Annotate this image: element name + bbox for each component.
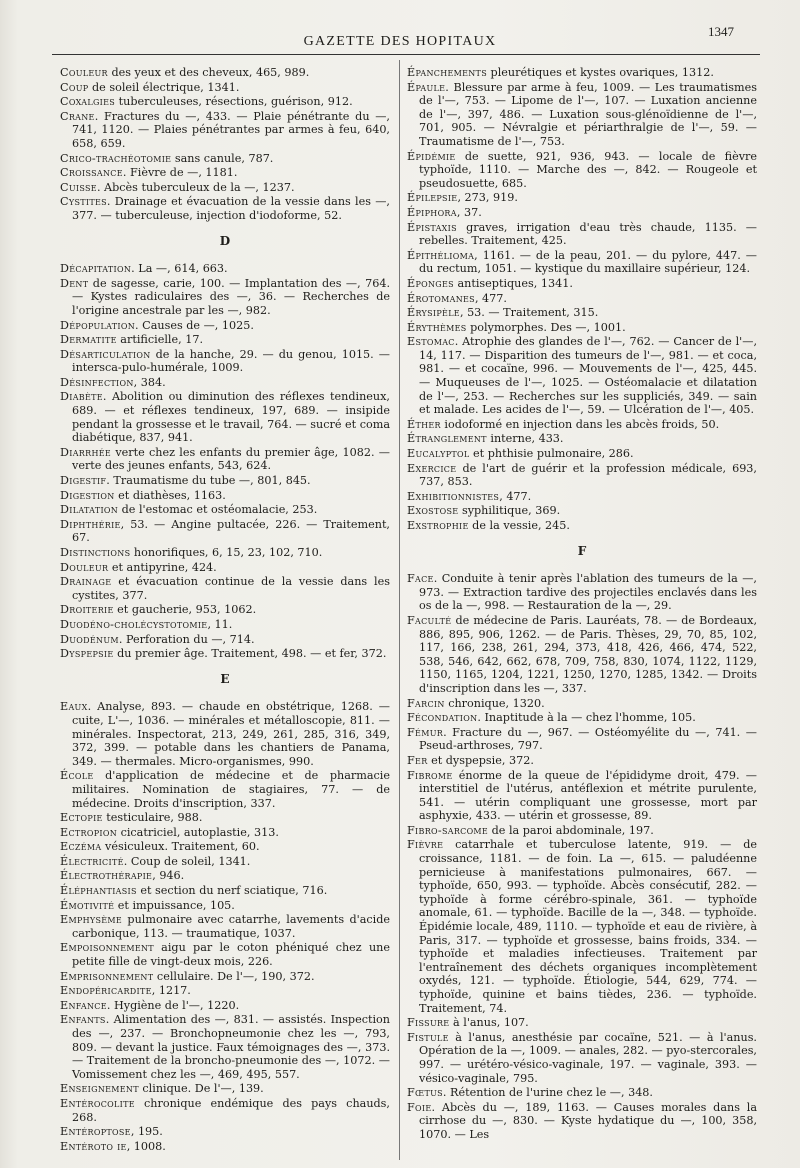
entry-heading: Drainage: [60, 575, 112, 589]
entry-text: , 1008.: [126, 1139, 166, 1153]
entry-heading: Éléphantiasis: [60, 884, 137, 898]
index-entry: [407, 418, 757, 432]
index-entry: [60, 899, 390, 913]
right-column: [407, 66, 757, 1143]
entry-heading: Crico-trachéotomie: [60, 151, 172, 165]
entry-text: de la hanche, 29. — du genou, 1015. — intersca-pulo-humérale, 1009.: [72, 347, 390, 375]
entry-heading: Digestion: [60, 488, 115, 502]
entry-text: , 53. — Angine pultacée, 226. — Traitement, 67.: [72, 517, 390, 545]
entry-heading: Épilepsie: [407, 191, 458, 205]
index-entry: [60, 518, 390, 545]
entry-heading: Distinctions: [60, 546, 131, 559]
entry-text: . Alimentation des —, 831. — assistés. Inspection des —, 237. — Bronchopneumonie chez les —, 793, 809. — devant la justice. Faux témoignages des —, 373. — Traitement de la broncho-pneumonie des —, 1072. — Vomissement chez les —, 469, 495, 557.: [72, 1013, 390, 1081]
index-entry: [60, 941, 390, 968]
entry-heading: Foie: [407, 1100, 432, 1114]
entry-heading: Désinfection: [60, 375, 134, 389]
index-entry: [407, 490, 757, 504]
entry-text: . Inaptitude à la — chez l'homme, 105.: [477, 711, 696, 725]
index-entry: [407, 572, 757, 613]
entry-text: cicatriciel, autoplastie, 313.: [117, 825, 279, 839]
entry-text: de soleil électrique, 1341.: [88, 80, 240, 94]
entry-text: et gaucherie, 953, 1062.: [113, 603, 257, 617]
entry-heading: Emprisonnement: [60, 969, 154, 983]
index-entry: [60, 575, 390, 602]
entry-heading: Dermatite: [60, 333, 117, 347]
entry-text: aigu par le coton phéniqué chez une petite fille de vingt-deux mois, 226.: [72, 941, 390, 969]
entry-text: , 384.: [133, 375, 166, 389]
entry-text: d'application de médecine et de pharmacie militaires. Nomination de stagiaires, 77. — de médecine. Droits d'inscription, 337.: [72, 769, 390, 810]
entry-text: . Drainage et évacuation de la vessie dans les —, 377. — tuberculeuse, injection d'iodoforme, 52.: [72, 195, 390, 222]
entry-heading: Épidémie: [407, 149, 456, 163]
index-entry: [60, 333, 390, 347]
entry-heading: Duodénum: [60, 632, 119, 646]
index-entry: [407, 306, 757, 320]
index-entry: [60, 913, 390, 940]
entry-heading: Diarrhée: [60, 445, 112, 459]
entry-heading: Épiphora: [407, 205, 457, 219]
entry-text: du premier âge. Traitement, 498. — et fer, 372.: [113, 647, 387, 661]
entry-text: sans canule, 787.: [171, 151, 274, 165]
entry-text: . Fièvre de —, 1181.: [122, 166, 238, 180]
entry-text: . Traumatisme du tube —, 801, 845.: [106, 474, 311, 488]
entry-text: polymorphes. Des —, 1001.: [466, 320, 626, 334]
index-entry: [407, 1016, 757, 1030]
index-entry: [60, 1140, 390, 1154]
entry-heading: Dent: [60, 276, 89, 290]
entry-heading: Épanchements: [407, 66, 487, 79]
entry-heading: Exercice: [407, 461, 457, 475]
entry-text: . La —, 614, 663.: [131, 262, 228, 276]
entry-heading: Entéroto ie: [60, 1139, 127, 1153]
entry-text: et impuissance, 105.: [114, 898, 235, 912]
entry-heading: Digestif: [60, 474, 107, 488]
entry-text: verte chez les enfants du premier âge, 1082. — verte des jeunes enfants, 543, 624.: [72, 445, 390, 473]
entry-text: , 1161. — de la peau, 201. — du pylore, 447. — du rectum, 1051. — kystique du maxillaire supérieur, 124.: [419, 248, 757, 276]
index-entry: [60, 647, 390, 661]
entry-heading: Coup: [60, 80, 89, 94]
entry-heading: Endopéricardite: [60, 984, 152, 998]
entry-text: et phthisie pulmonaire, 286.: [469, 447, 634, 461]
entry-text: testiculaire, 988.: [102, 811, 203, 825]
entry-text: de suette, 921, 936, 943. — locale de fièvre typhoïde, 1110. — Marche des —, 842. — Rougeole et pseudosuette, 685.: [419, 149, 757, 190]
entry-text: et antipyrine, 424.: [108, 560, 217, 574]
index-entry: [60, 390, 390, 444]
entry-heading: Exostose: [407, 504, 459, 518]
entry-heading: Éponges: [407, 276, 454, 290]
section-letter: F: [577, 543, 587, 558]
entry-text: . Atrophie des glandes de l'—, 762. — Cancer de l'—, 14, 117. — Disparition des tumeurs de l'—, 981. — et coca, 981. — et cocaïne, 996. — Mouvements de l'—, 425, 445. — Muqueuses de l'—, 1025. — Ostéomalacie et dilatation de l'—, 253. — Recherches sur les suppliciés, 349. — sain et malade. Les acides de l'—, 59. — Ulcération de l'—, 405.: [419, 335, 757, 417]
entry-text: pulmonaire avec catarrhe, lavements d'acide carbonique, 113. — traumatique, 1037.: [72, 913, 390, 940]
left-column: [60, 66, 390, 1154]
entry-text: à l'anus, 107.: [449, 1016, 529, 1030]
entry-heading: Fièvre: [407, 838, 444, 852]
entry-text: . Fracture du —, 967. — Ostéomyélite du —, 741. — Pseud-arthroses, 797.: [419, 725, 757, 753]
section-letter: D: [219, 233, 231, 248]
index-entry: [407, 432, 757, 446]
entry-text: artificielle, 17.: [116, 333, 204, 347]
entry-heading: Décapitation: [60, 262, 132, 276]
index-entry: [60, 376, 390, 390]
entry-text: interne, 433.: [486, 432, 564, 446]
entry-heading: Érythèmes: [407, 320, 467, 334]
index-entry: [60, 1013, 390, 1081]
entry-text: , 195.: [130, 1125, 163, 1139]
entry-text: et section du nerf sciatique, 716.: [136, 884, 328, 898]
entry-text: , 37.: [456, 205, 482, 219]
entry-text: . Hygiène de l'—, 1220.: [106, 998, 240, 1012]
index-entry: [407, 335, 757, 417]
entry-text: . Conduite à tenir après l'ablation des tumeurs de la —, 973. — Extraction tardive des projectiles enclavés dans les os de la —, 998. — Restauration de la —, 29.: [419, 572, 757, 613]
index-entry: [60, 884, 390, 898]
entry-heading: Cuisse: [60, 180, 97, 194]
index-entry: [407, 1086, 757, 1100]
entry-text: , 946.: [152, 869, 185, 883]
entry-heading: Eucalyptol: [407, 447, 470, 461]
entry-heading: Diphthérie: [60, 517, 121, 531]
index-entry: [407, 754, 757, 768]
index-entry: [407, 824, 757, 838]
entry-text: . Fractures du —, 433. — Plaie pénétrante du —, 741, 1120. — Plaies pénétrantes par armes à feu, 640, 658, 659.: [72, 109, 390, 150]
entry-heading: Épithélioma: [407, 248, 475, 262]
entry-heading: Éther: [407, 417, 441, 431]
index-entry: [60, 840, 390, 854]
index-entry: [407, 838, 757, 1015]
index-entry: [60, 348, 390, 375]
entry-heading: Ectopie: [60, 811, 103, 825]
entry-text: antiseptiques, 1341.: [453, 276, 573, 290]
entry-heading: Fistule: [407, 1030, 449, 1044]
index-entry: [407, 277, 757, 291]
index-entry: [407, 769, 757, 823]
index-entry: [407, 81, 757, 149]
column-divider: [399, 60, 400, 1160]
entry-text: tuberculeuses, résections, guérison, 912.: [115, 95, 353, 109]
index-entry: [407, 447, 757, 461]
entry-text: chronique, 1320.: [444, 696, 545, 710]
entry-heading: Érysipèle: [407, 306, 460, 320]
entry-text: , 273, 919.: [457, 191, 518, 205]
entry-heading: Épistaxis: [407, 220, 457, 234]
index-entry: [60, 561, 390, 575]
entry-text: de médecine de Paris. Lauréats, 78. — de Bordeaux, 886, 895, 906, 1262. — de Paris. Thèses, 29, 70, 85, 102, 117, 166, 238, 261, 294, 373, 418, 426, 466, 474, 522, 538, 546, 642, 662, 678, 709, 758, 830, 1074, 1122, 1129, 1150, 1165, 1204, 1221, 1250, 1270, 1285, 1342. — Droits d'inscription dans les —, 337.: [419, 613, 757, 695]
index-entry: [60, 446, 390, 473]
index-entry: [60, 66, 390, 80]
entry-heading: Empoisonnement: [60, 941, 154, 955]
entry-heading: Enfance: [60, 998, 107, 1012]
entry-heading: Fer: [407, 753, 428, 767]
index-entry: [407, 519, 757, 533]
entry-text: et évacuation continue de la vessie dans les cystites, 377.: [72, 575, 390, 602]
entry-heading: Coxalgies: [60, 95, 116, 109]
entry-text: syphilitique, 369.: [458, 504, 561, 518]
entry-heading: Duodéno-cholécystotomie: [60, 617, 208, 631]
entry-heading: Douleur: [60, 560, 109, 574]
entry-heading: Diabète: [60, 390, 103, 404]
index-entry: [60, 603, 390, 617]
index-entry: [60, 1097, 390, 1124]
journal-title: GAZETTE DES HOPITAUX: [303, 34, 497, 49]
entry-text: , 11.: [207, 617, 233, 631]
entry-text: de la vessie, 245.: [468, 519, 570, 532]
index-entry: [407, 321, 757, 335]
index-entry: [60, 855, 390, 869]
entry-text: et diathèses, 1163.: [114, 488, 226, 502]
entry-text: . Perforation du —, 714.: [118, 632, 255, 646]
entry-text: des yeux et des cheveux, 465, 989.: [107, 66, 310, 79]
entry-text: , 477.: [474, 291, 507, 305]
entry-text: clinique. De l'—, 139.: [138, 1082, 264, 1096]
index-entry: [60, 811, 390, 825]
entry-text: , 477.: [499, 489, 532, 503]
entry-heading: Entérocolite: [60, 1096, 135, 1110]
entry-heading: Droiterie: [60, 603, 114, 617]
index-entry: [60, 277, 390, 318]
entry-heading: Eczéma: [60, 840, 102, 854]
index-entry: [60, 503, 390, 517]
index-entry: [407, 462, 757, 489]
section-letter: E: [220, 671, 230, 686]
entry-heading: Entéroptose: [60, 1125, 131, 1139]
entry-text: honorifiques, 6, 15, 23, 102, 710.: [130, 546, 323, 559]
index-entry: [407, 150, 757, 191]
entry-text: énorme de la queue de l'épididyme droit, 479. — interstitiel de l'utérus, antéflexion et métrite purulente, 541. — utérin compliquant une grossesse, mort par asphyxie, 433. — utérin et grossesse, 89.: [419, 768, 757, 823]
entry-text: . Abolition ou diminution des réflexes tendineux, 689. — et réflexes tendineux, 197, 689. — insipide pendant la grossesse et le travail, 764. — sucré et coma diabétique, 837, 941.: [72, 390, 390, 445]
index-entry: [60, 81, 390, 95]
index-entry: [60, 769, 390, 810]
entry-heading: Fissure: [407, 1016, 450, 1030]
index-entry: [407, 249, 757, 276]
entry-heading: Ectropion: [60, 825, 118, 839]
index-entry: [60, 195, 390, 222]
index-entry: [407, 206, 757, 220]
entry-heading: Enseignement: [60, 1082, 139, 1096]
index-entry: [60, 95, 390, 109]
entry-heading: Exstrophie: [407, 519, 469, 532]
entry-heading: Étranglement: [407, 432, 487, 446]
entry-heading: Cystites: [60, 195, 107, 209]
entry-heading: Eaux: [60, 700, 88, 714]
index-entry: [407, 614, 757, 696]
entry-heading: Dilatation: [60, 503, 119, 517]
index-entry: [407, 1101, 757, 1142]
entry-text: de l'estomac et ostéomalacie, 253.: [118, 503, 318, 517]
index-entry: [60, 1082, 390, 1096]
entry-heading: Farcin: [407, 696, 445, 710]
index-entry: [60, 166, 390, 180]
entry-heading: Épaule: [407, 80, 446, 94]
index-entry: [60, 110, 390, 151]
index-entry: [407, 221, 757, 248]
index-entry: [407, 697, 757, 711]
index-entry: [407, 726, 757, 753]
index-entry: [60, 152, 390, 166]
entry-text: . Abcès tuberculeux de la —, 1237.: [96, 180, 295, 194]
entry-heading: Électrothérapie: [60, 869, 153, 883]
index-entry: [60, 869, 390, 883]
entry-text: chronique endémique des pays chauds, 268.: [72, 1096, 390, 1124]
entry-text: iodoformé en injection dans les abcès froids, 50.: [440, 417, 720, 431]
index-entry: [407, 191, 757, 205]
index-entry: [407, 292, 757, 306]
entry-heading: Fœtus: [407, 1086, 443, 1100]
entry-text: , 53. — Traitement, 315.: [459, 306, 599, 320]
header-rule: [52, 54, 760, 55]
index-entry: [60, 489, 390, 503]
entry-text: catarrhale et tuberculose latente, 919. — de croissance, 1181. — de foin. La —, 615. — paludéenne pernicieuse à manifestations pulmonaires, 667. — typhoïde, 650, 993. — typhoïde. Abcès consécutif, 282. — typhoïde à forme cérébro-spinale, 361. — typhoïde anomale, 61. — typhoïde. Bacille de la —, 348. — typhoïde. Épidémie locale, 489, 1110. — typhoïde et eau de rivière, à Paris, 317. — typhoïde et grossesse, bains froids, 334. — typhoïde et maladies infectieuses. Traitement par l'entraînement des déchets organiques incomplètement oxydés, 121. — typhoïde. Étiologie, 544, 629, 774. — typhoïde, quinine et bains tièdes, 236. — typhoïde. Traitement, 74.: [419, 838, 757, 1015]
index-entry: [60, 700, 390, 768]
index-entry: [60, 262, 390, 276]
index-entry: [60, 474, 390, 488]
index-entry: [60, 546, 390, 560]
entry-heading: Dyspepsie: [60, 647, 114, 661]
entry-heading: Érotomanes: [407, 291, 475, 305]
entry-heading: Crane: [60, 109, 95, 123]
entry-heading: Estomac: [407, 335, 455, 349]
entry-text: de la paroi abdominale, 197.: [488, 823, 654, 837]
entry-heading: Emphysème: [60, 913, 123, 927]
index-entry: [407, 66, 757, 80]
entry-heading: Exhibitionnistes: [407, 489, 500, 503]
entry-text: graves, irrigation d'eau très chaude, 1135. — rebelles. Traitement, 425.: [419, 220, 757, 248]
entry-text: . Rétention de l'urine chez le —, 348.: [442, 1086, 653, 1100]
entry-text: . Coup de soleil, 1341.: [123, 854, 251, 868]
entry-heading: Dépopulation: [60, 318, 136, 332]
index-entry: [60, 999, 390, 1013]
entry-text: de l'art de guérir et la profession médicale, 693, 737, 853.: [419, 461, 757, 489]
entry-text: . Abcès du —, 189, 1163. — Causes morales dans la cirrhose du —, 830. — Kyste hydatique du —, 100, 358, 1070. — Les: [419, 1100, 757, 1141]
entry-text: de sagesse, carie, 100. — Implantation des —, 764. — Kystes radiculaires des —, 36. — Recherches de l'origine ancestrale par les —, 982.: [72, 276, 390, 317]
index-entry: [407, 711, 757, 725]
entry-text: cellulaire. De l'—, 190, 372.: [153, 969, 315, 983]
index-entry: [60, 970, 390, 984]
entry-heading: Croissance: [60, 166, 123, 180]
entry-heading: Couleur: [60, 66, 108, 79]
index-entry: [60, 618, 390, 632]
index-entry: [60, 181, 390, 195]
index-entry: [60, 1125, 390, 1139]
page-number: 1347: [708, 24, 734, 39]
entry-text: vésiculeux. Traitement, 60.: [101, 840, 260, 854]
index-entry: [407, 504, 757, 518]
entry-text: . Causes de —, 1025.: [135, 318, 254, 332]
entry-heading: Émotivité: [60, 898, 115, 912]
entry-heading: Désarticulation: [60, 347, 151, 361]
entry-text: . Blessure par arme à feu, 1009. — Les traumatismes de l'—, 753. — Lipome de l'—, 107. — Luxation ancienne de l'—, 397, 486. — Luxation sous-glénoïdienne de l'—, 701, 905. — Névralgie et périarthralgie de l'—, 59. — Traumatisme de l'—, 753.: [419, 80, 757, 148]
entry-text: , 1217.: [151, 984, 191, 998]
entry-heading: Face: [407, 572, 434, 586]
entry-text: et dyspepsie, 372.: [427, 753, 534, 767]
entry-heading: Électricité: [60, 854, 124, 868]
entry-text: pleurétiques et kystes ovariques, 1312.: [486, 66, 714, 79]
entry-text: à l'anus, anesthésie par cocaïne, 521. — à l'anus. Opération de la —, 1009. — anales, 282. — pyo-stercorales, 997. — urétéro-vésico-vaginale, 197. — vaginale, 393. — vésico-vaginale, 795.: [419, 1030, 757, 1085]
entry-heading: Fécondation: [407, 711, 478, 725]
index-entry: [60, 984, 390, 998]
index-entry: [60, 826, 390, 840]
entry-heading: École: [60, 769, 94, 783]
index-entry: [60, 633, 390, 647]
entry-heading: Faculté: [407, 613, 452, 627]
index-entry: [407, 1031, 757, 1085]
entry-heading: Fibrome: [407, 768, 453, 782]
entry-heading: Fémur: [407, 725, 444, 739]
index-entry: [60, 319, 390, 333]
entry-heading: Fibro-sarcome: [407, 823, 489, 837]
entry-text: . Analyse, 893. — chaude en obstétrique, 1268. — cuite, L'—, 1036. — minérales et métalloscopie, 811. — minérales. Inspectorat, 213, 249, 261, 285, 316, 349, 372, 399. — potable dans les chantiers de Panama, 349. — thermales. Micro-organismes, 990.: [72, 700, 390, 768]
entry-heading: Enfants: [60, 1013, 106, 1027]
